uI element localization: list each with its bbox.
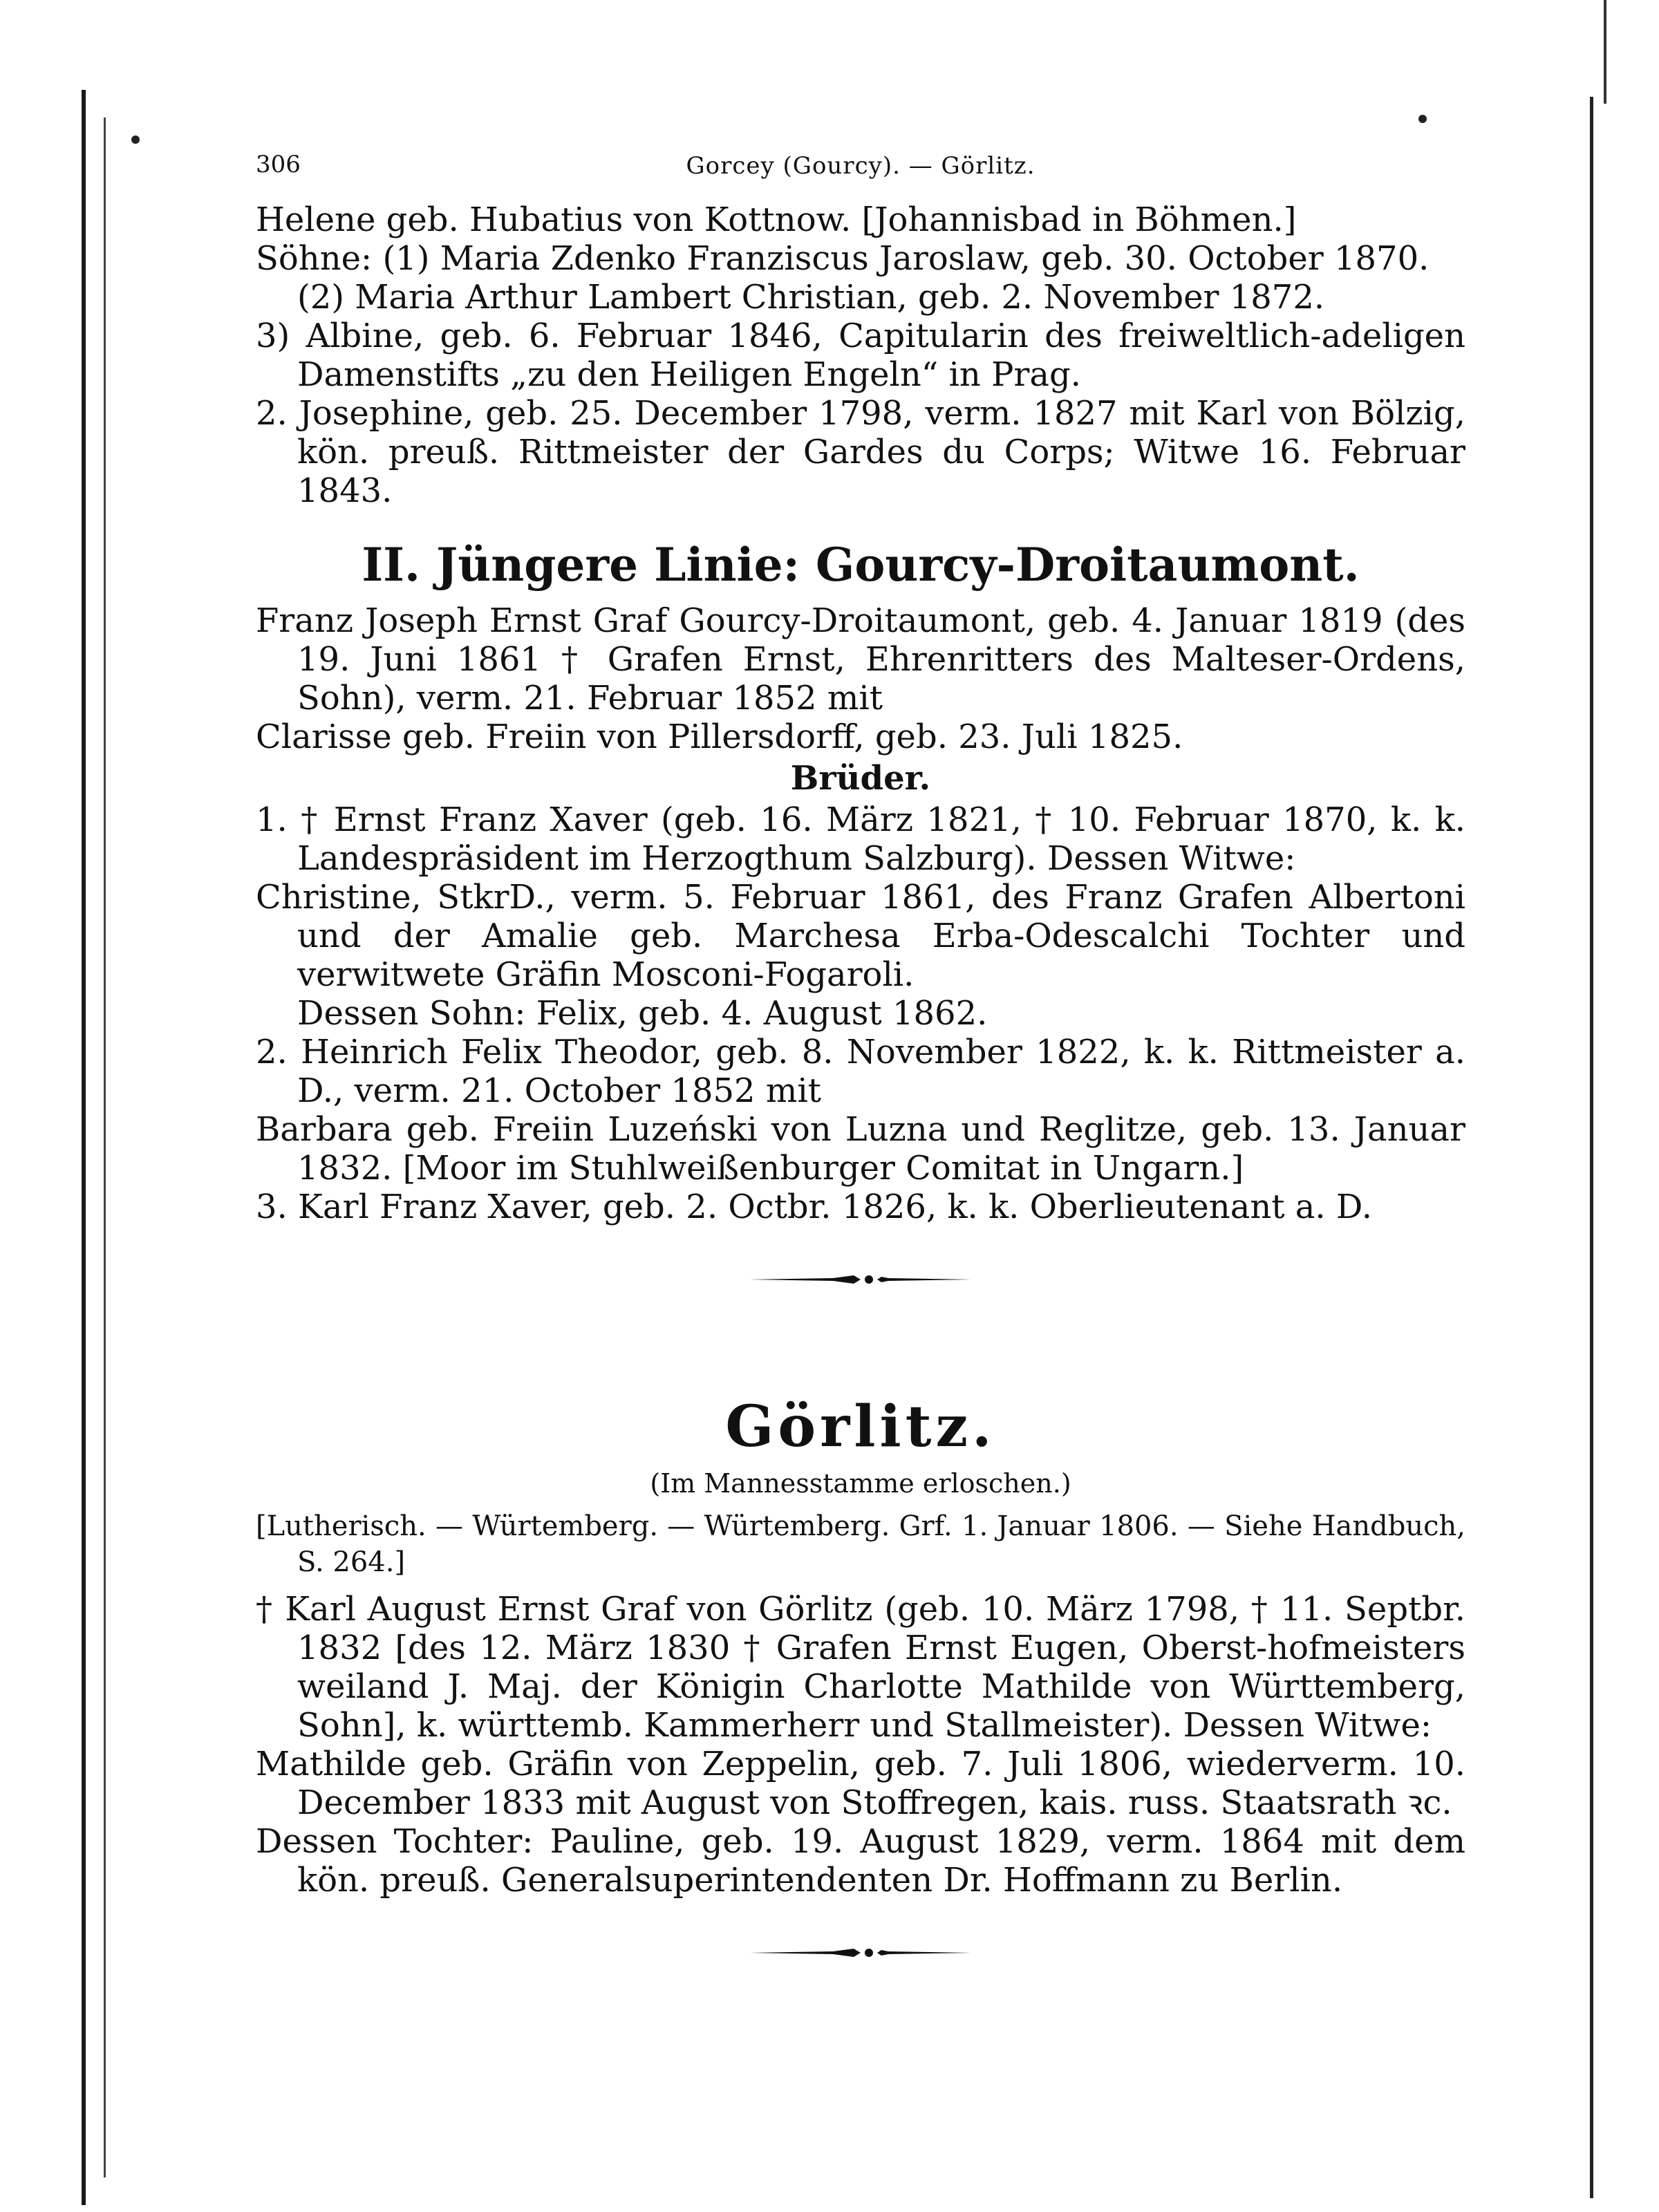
entry-line: Mathilde geb. Gräfin von Zeppelin, geb. 7. Juli 1806, wiederverm. 10. December 1833 mit August von Stoffregen, kais. russ. Staatsrath ꝛc. xyxy=(256,1745,1465,1822)
running-head: Gorcey (Gourcy). — Görlitz. xyxy=(686,152,1035,180)
section-title: II. Jüngere Linie: Gourcy-Droitaumont. xyxy=(362,538,1360,592)
entry-line: Barbara geb. Freiin Luzeński von Luzna und Reglitze, geb. 13. Januar 1832. [Moor im Stuhlweißenburger Comitat in Ungarn.] xyxy=(256,1110,1465,1188)
entry-line: 2. Josephine, geb. 25. December 1798, verm. 1827 mit Karl von Bölzig, kön. preuß. Rittmeister der Gardes du Corps; Witwe 16. Februar 1843. xyxy=(256,394,1465,510)
subheading-brothers: Brüder. xyxy=(790,759,931,798)
entry-line: 1. † Ernst Franz Xaver (geb. 16. März 1821, † 10. Februar 1870, k. k. Landespräsident im Herzogthum Salzburg). Dessen Witwe: xyxy=(256,800,1465,878)
entry-line: Dessen Tochter: Pauline, geb. 19. August 1829, verm. 1864 mit dem kön. preuß. Generalsuperintendenten Dr. Hoffmann zu Berlin. xyxy=(256,1822,1465,1900)
entry-line: Helene geb. Hubatius von Kottnow. [Johannisbad in Böhmen.] xyxy=(256,200,1297,239)
entry-line: † Karl August Ernst Graf von Görlitz (geb. 10. März 1798, † 11. Septbr. 1832 [des 12. März 1830 † Grafen Ernst Eugen, Oberst-hofmeisters weiland J. Maj. der Königin Charlotte Mathilde von Württemberg, Sohn], k. württemb. Kammerherr und Stallmeister). Dessen Witwe: xyxy=(256,1590,1465,1745)
book-page xyxy=(256,138,1465,1963)
scan-edge-top xyxy=(1604,0,1606,104)
entry-line: Söhne: (1) Maria Zdenko Franziscus Jaroslaw, geb. 30. October 1870. xyxy=(256,239,1430,278)
entry-line: Christine, StkrD., verm. 5. Februar 1861, des Franz Grafen Albertoni und der Amalie geb. Marchesa Erba-Odescalchi Tochter und verwitwete Gräfin Mosconi-Fogaroli. xyxy=(256,878,1465,994)
entry-line: 2. Heinrich Felix Theodor, geb. 8. November 1822, k. k. Rittmeister a. D., verm. 21. October 1852 mit xyxy=(256,1033,1465,1110)
entry-line: 3. Karl Franz Xaver, geb. 2. Octbr. 1826, k. k. Oberlieutenant a. D. xyxy=(256,1188,1372,1226)
entry-line: 3) Albine, geb. 6. Februar 1846, Capitularin des freiweltlich-adeligen Damenstifts „zu den Heiligen Engeln“ in Prag. xyxy=(256,317,1465,394)
extinct-note: (Im Mannesstamme erloschen.) xyxy=(650,1468,1071,1499)
family-title: Görlitz. xyxy=(725,1394,996,1460)
page-header xyxy=(256,138,1465,200)
ornament-divider xyxy=(750,1269,971,1290)
scan-edge-right xyxy=(1590,97,1593,2198)
entry-line: Franz Joseph Ernst Graf Gourcy-Droitaumont, geb. 4. Januar 1819 (des 19. Juni 1861 † Grafen Ernst, Ehrenritters des Malteser-Ordens, Sohn), verm. 21. Februar 1852 mit xyxy=(256,601,1465,718)
ornament-divider xyxy=(750,1942,971,1963)
entry-line: (2) Maria Arthur Lambert Christian, geb. 2. November 1872. xyxy=(297,278,1325,317)
scan-speck xyxy=(131,135,140,144)
entry-line: Dessen Sohn: Felix, geb. 4. August 1862. xyxy=(297,994,988,1033)
scan-edge-left xyxy=(82,90,86,2205)
page-number: 306 xyxy=(256,151,301,178)
entry-line: Clarisse geb. Freiin von Pillersdorff, geb. 23. Juli 1825. xyxy=(256,718,1183,756)
confession-note: [Lutherisch. — Würtemberg. — Würtemberg. Grf. 1. Januar 1806. — Siehe Handbuch, S. 264.] xyxy=(256,1510,1465,1578)
scan-speck xyxy=(1418,115,1427,123)
scan-edge-left-inner xyxy=(104,118,106,2177)
